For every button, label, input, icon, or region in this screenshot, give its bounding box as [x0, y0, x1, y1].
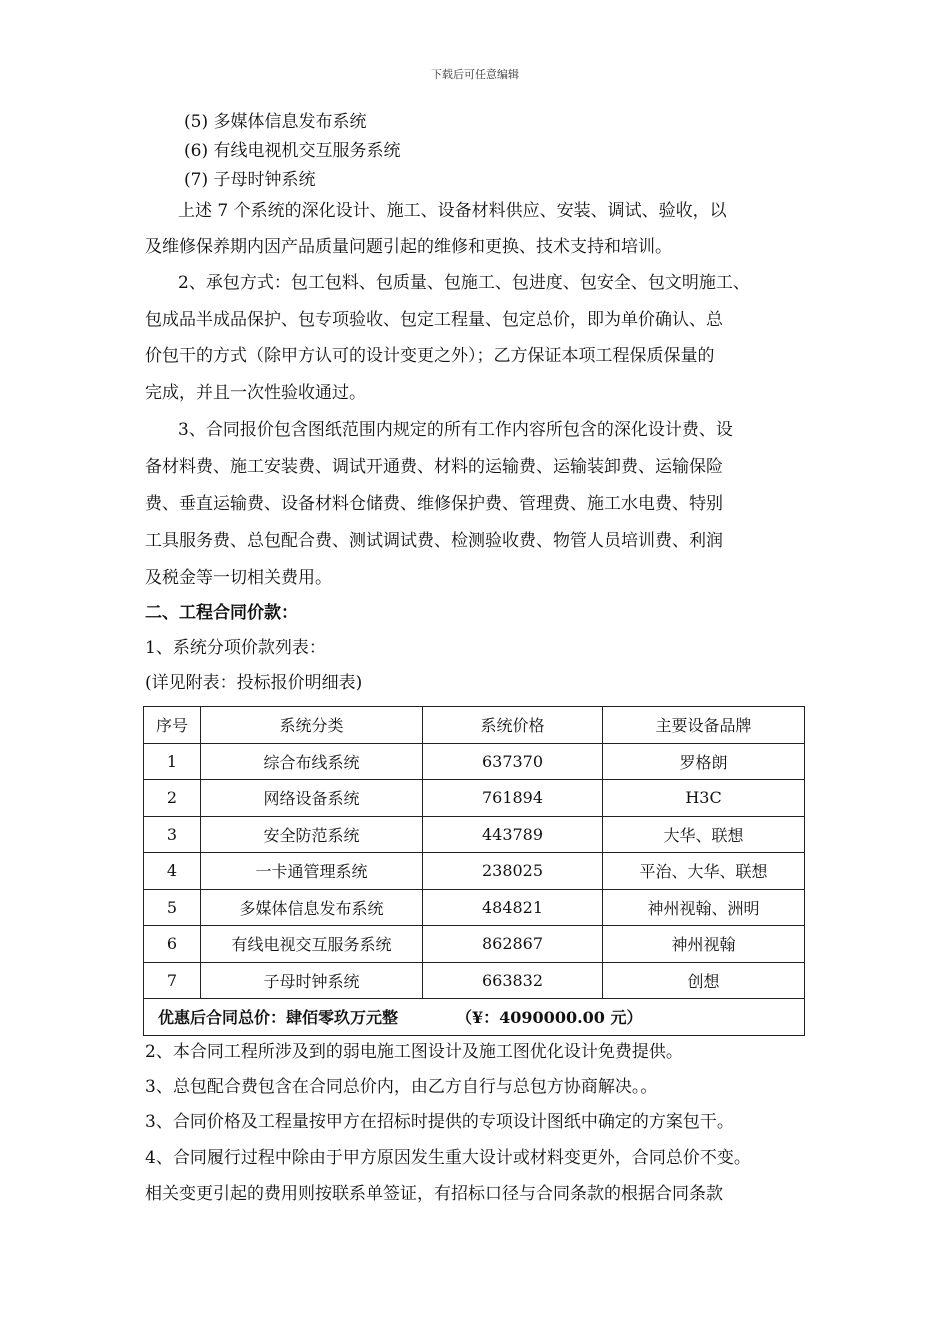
table-row — [144, 780, 805, 817]
system-price: 238025 — [423, 853, 603, 890]
list-item: (7) 子母时钟系统 — [184, 170, 316, 190]
header-cell: 序号 — [144, 707, 201, 744]
row-number: 6 — [144, 926, 201, 963]
paragraph-line: 工具服务费、总包配合费、测试调试费、检测验收费、物管人员培训费、利润 — [145, 531, 723, 551]
table-row — [144, 926, 805, 963]
system-price: 862867 — [423, 926, 603, 963]
brand: H3C — [603, 780, 805, 817]
paragraph-line: 及税金等一切相关费用。 — [145, 568, 332, 588]
paragraph-line: 包成品半成品保护、包专项验收、包定工程量、包定总价，即为单价确认、总 — [145, 310, 723, 330]
brand: 平治、大华、联想 — [603, 853, 805, 890]
system-price: 443789 — [423, 816, 603, 853]
page-header: 下载后可任意编辑 — [431, 68, 519, 81]
paragraph-line: 3、总包配合费包含在合同总价内，由乙方自行与总包方协商解决。。 — [145, 1077, 658, 1097]
brand: 大华、联想 — [603, 816, 805, 853]
header-cell: 系统价格 — [423, 707, 603, 744]
paragraph-line: 4、合同履行过程中除由于甲方原因发生重大设计或材料变更外，合同总价不变。 — [145, 1148, 751, 1168]
price-table — [143, 706, 805, 1036]
row-number: 1 — [144, 743, 201, 780]
paragraph-line: 2、本合同工程所涉及到的弱电施工图设计及施工图优化设计免费提供。 — [145, 1042, 683, 1062]
paragraph-line: 上述 7 个系统的深化设计、施工、设备材料供应、安装、调试、验收，以 — [178, 201, 727, 221]
system-name: 子母时钟系统 — [201, 962, 423, 999]
system-price: 761894 — [423, 780, 603, 817]
total-label: 优惠后合同总价：肆佰零玖万元整 — [158, 1008, 399, 1028]
row-number: 4 — [144, 853, 201, 890]
section-title: 二、工程合同价款： — [145, 603, 298, 623]
brand: 创想 — [603, 962, 805, 999]
total-value: （¥：4090000.00 元） — [456, 1008, 643, 1028]
paragraph-line: 完成，并且一次性验收通过。 — [145, 383, 366, 403]
system-price: 484821 — [423, 889, 603, 926]
row-number: 5 — [144, 889, 201, 926]
table-row — [144, 853, 805, 890]
row-number: 2 — [144, 780, 201, 817]
paragraph-line: 备材料费、施工安装费、调试开通费、材料的运输费、运输装卸费、运输保险 — [145, 457, 723, 477]
paragraph-line: 2、承包方式：包工包料、包质量、包施工、包进度、包安全、包文明施工、 — [178, 273, 750, 293]
table-row — [144, 889, 805, 926]
system-name: 一卡通管理系统 — [201, 853, 423, 890]
system-name: 多媒体信息发布系统 — [201, 889, 423, 926]
system-price: 663832 — [423, 962, 603, 999]
paragraph-line: 及维修保养期内因产品质量问题引起的维修和更换、技术支持和培训。 — [145, 237, 672, 257]
header-cell: 系统分类 — [201, 707, 423, 744]
table-row — [144, 816, 805, 853]
row-number: 3 — [144, 816, 201, 853]
brand: 神州视翰、洲明 — [603, 889, 805, 926]
system-name: 安全防范系统 — [201, 816, 423, 853]
table-row — [144, 743, 805, 780]
paragraph-line: 费、垂直运输费、设备材料仓储费、维修保护费、管理费、施工水电费、特别 — [145, 494, 723, 514]
table-row — [144, 962, 805, 999]
system-name: 有线电视交互服务系统 — [201, 926, 423, 963]
paragraph-line: 3、合同价格及工程量按甲方在招标时提供的专项设计图纸中确定的方案包干。 — [145, 1112, 734, 1132]
row-number: 7 — [144, 962, 201, 999]
total-row — [144, 999, 805, 1036]
table-note: (详见附表：投标报价明细表) — [145, 673, 363, 693]
system-price: 637370 — [423, 743, 603, 780]
brand: 罗格朗 — [603, 743, 805, 780]
subtitle: 1、系统分项价款列表： — [145, 638, 326, 658]
paragraph-line: 价包干的方式（除甲方认可的设计变更之外）；乙方保证本项工程保质保量的 — [145, 346, 715, 366]
system-name: 网络设备系统 — [201, 780, 423, 817]
system-name: 综合布线系统 — [201, 743, 423, 780]
paragraph-line: 相关变更引起的费用则按联系单签证，有招标口径与合同条款的根据合同条款 — [145, 1184, 723, 1204]
list-item: (5) 多媒体信息发布系统 — [184, 112, 367, 132]
total-cell — [144, 999, 805, 1036]
paragraph-line: 3、合同报价包含图纸范围内规定的所有工作内容所包含的深化设计费、设 — [178, 420, 733, 440]
brand: 神州视翰 — [603, 926, 805, 963]
list-item: (6) 有线电视机交互服务系统 — [184, 141, 401, 161]
header-cell: 主要设备品牌 — [603, 707, 805, 744]
table-header-row — [144, 707, 805, 744]
